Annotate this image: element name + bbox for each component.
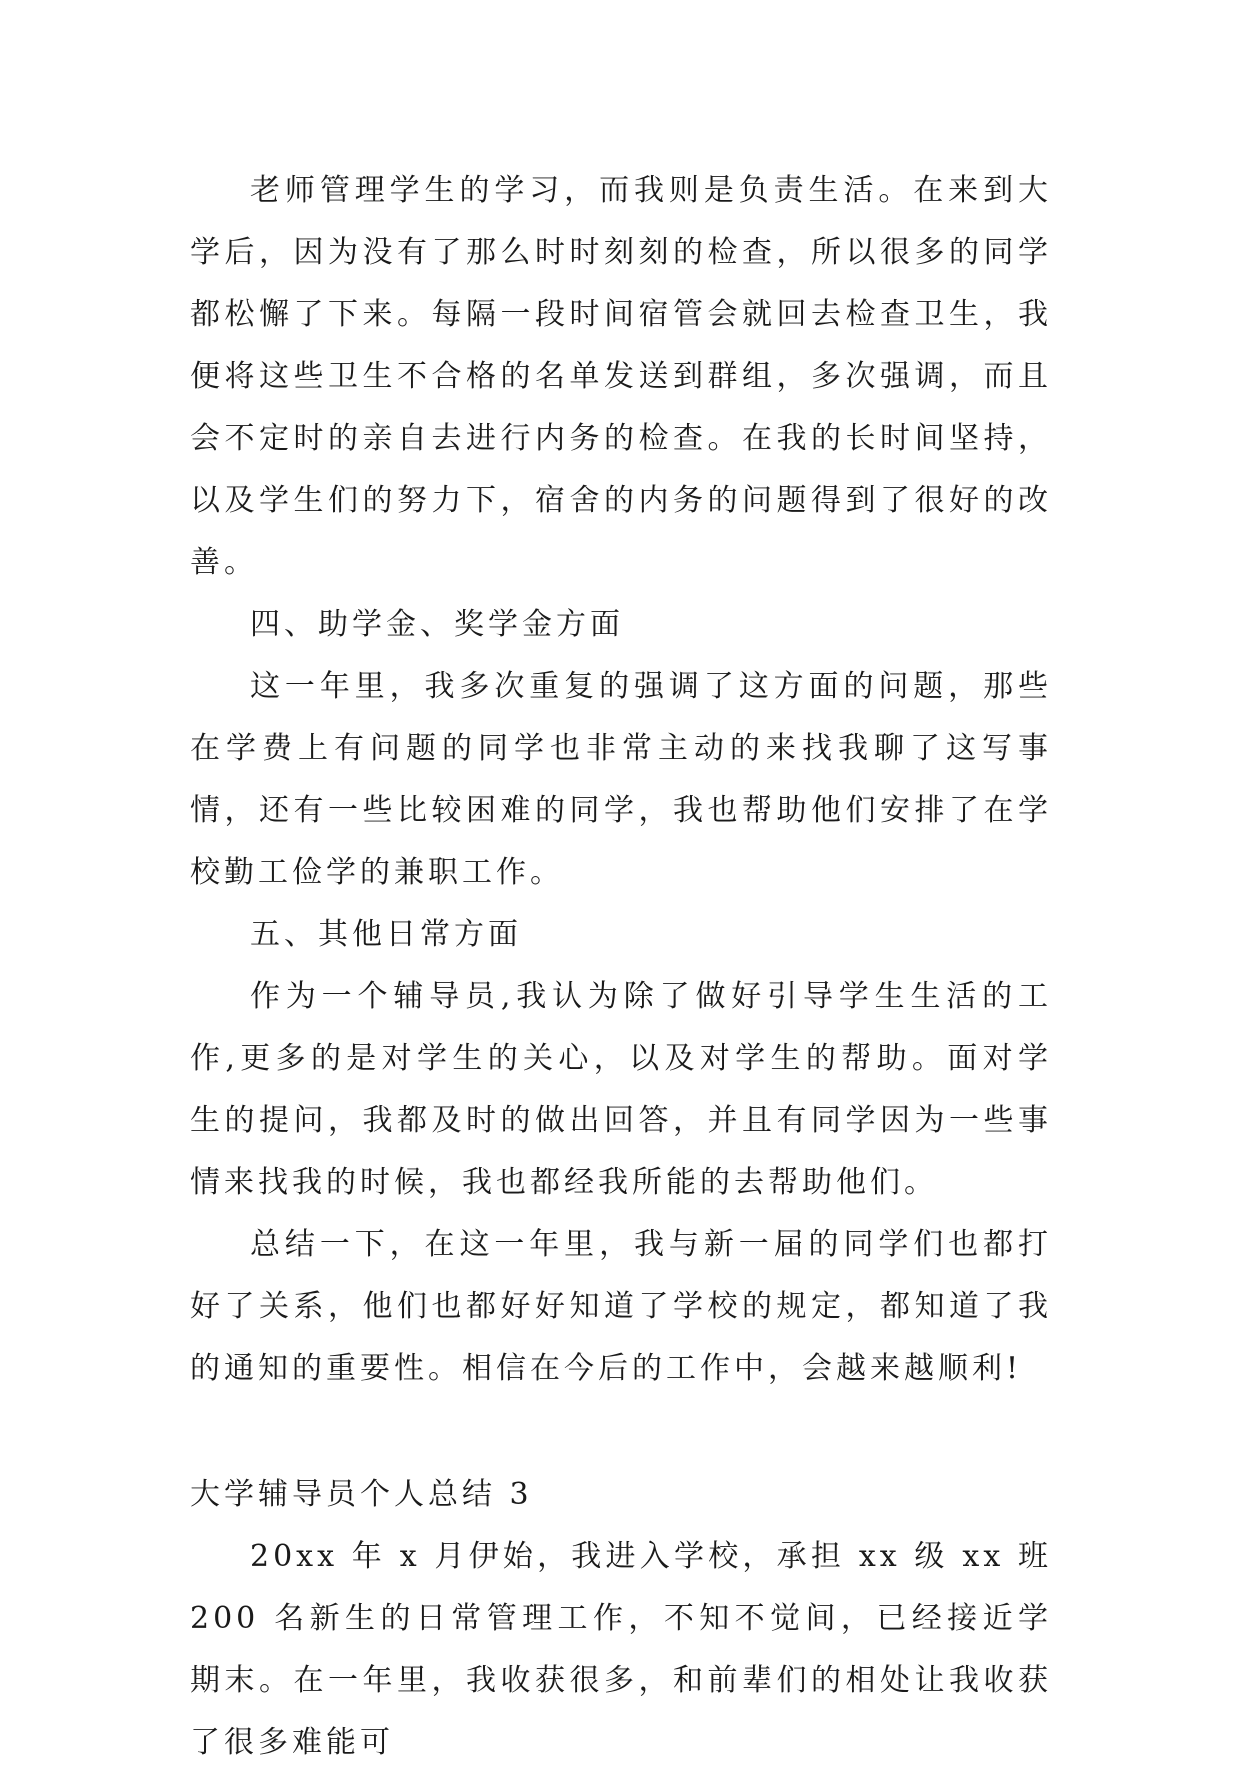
heading-scholarship: 四、助学金、奖学金方面 [250, 607, 624, 642]
document-body [190, 160, 1052, 1774]
section-title: 大学辅导员个人总结 3 [190, 1477, 533, 1512]
paragraph-scholarship: 这一年里，我多次重复的强调了这方面的问题，那些在学费上有问题的同学也非常主动的来找我聊了这写事情，还有一些比较困难的同学，我也帮助他们安排了在学校勤工俭学的兼职工作。 [190, 669, 1052, 890]
paragraph-summary: 总结一下，在这一年里，我与新一届的同学们也都打好了关系，他们也都好好知道了学校的规定，都知道了我的通知的重要性。相信在今后的工作中，会越来越顺利! [190, 1227, 1052, 1386]
paragraph-other-daily: 作为一个辅导员,我认为除了做好引导学生生活的工作,更多的是对学生的关心，以及对学生的帮助。面对学生的提问，我都及时的做出回答，并且有同学因为一些事情来找我的时候，我也都经我所能的去帮助他们。 [190, 979, 1052, 1200]
paragraph-dormitory: 老师管理学生的学习，而我则是负责生活。在来到大学后，因为没有了那么时时刻刻的检查，所以很多的同学都松懈了下来。每隔一段时间宿管会就回去检查卫生，我便将这些卫生不合格的名单发送到群组，多次强调，而且会不定时的亲自去进行内务的检查。在我的长时间坚持，以及学生们的努力下，宿舍的内务的问题得到了很好的改善。 [190, 173, 1052, 580]
paragraph-new-section: 20xx 年 x 月伊始，我进入学校，承担 xx 级 xx 班 200 名新生的日常管理工作，不知不觉间，已经接近学期末。在一年里，我收获很多，和前辈们的相处让我收获了很多难能可 [190, 1539, 1052, 1760]
heading-other-daily: 五、其他日常方面 [250, 917, 522, 952]
